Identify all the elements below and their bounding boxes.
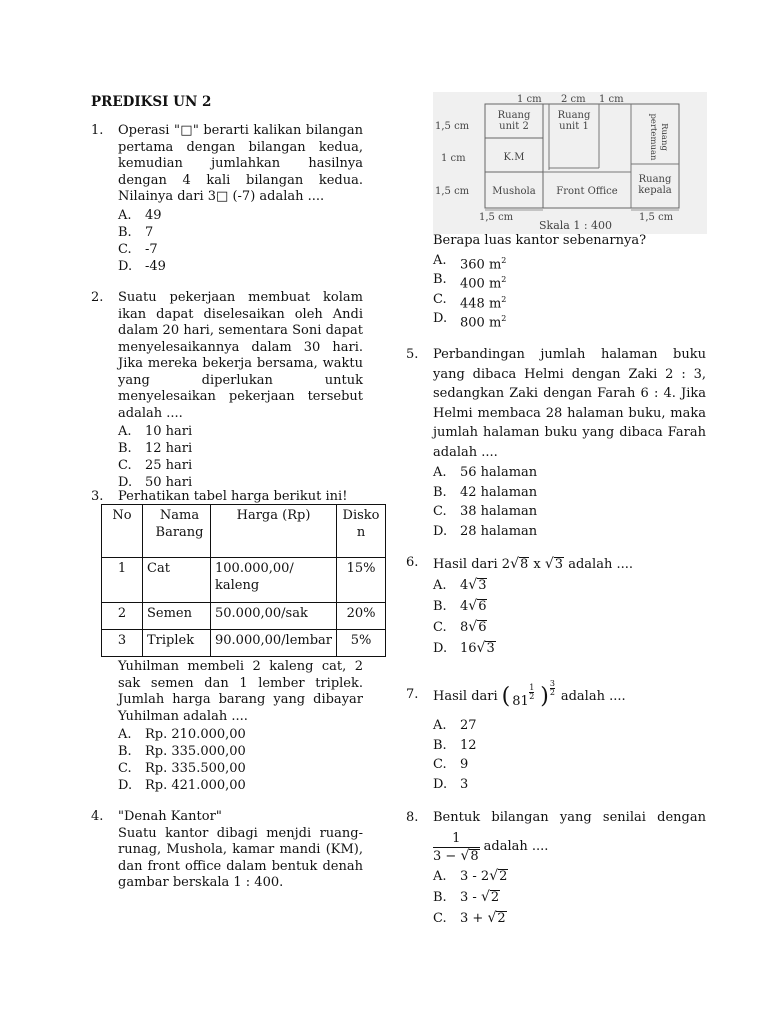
option-d[interactable]: D. 3 [433, 776, 469, 792]
header-nama: Nama Barang [143, 505, 211, 558]
option-a[interactable]: A. 4√3 [433, 577, 487, 593]
table-header-row [102, 505, 386, 558]
room-mushola: Mushola [492, 186, 536, 197]
option-c[interactable]: C. 448 $m^2$ [433, 291, 507, 311]
options [433, 463, 706, 541]
option-c[interactable]: C. Rp. 335.500,00 [118, 761, 246, 776]
option-b[interactable]: B. 4√6 [433, 598, 487, 614]
room-front-office: Front Office [556, 186, 618, 197]
room-unit-1: Ruang unit 1 [557, 110, 591, 132]
option-d[interactable]: D. 50 hari [118, 475, 193, 490]
option-a[interactable]: A. 360 $m^2$ [433, 252, 507, 272]
question-text: Hasil dari ( 81 1 2 ) 3 2 adalah .... [433, 679, 626, 709]
header-no: No [102, 505, 143, 558]
option-c[interactable]: C. 9 [433, 757, 469, 772]
room-kepala: Ruang kepala [638, 174, 672, 196]
option-d[interactable]: D. 800 $m^2$ [433, 311, 507, 331]
question-text: Suatu pekerjaan membuat kolam ikan dapat diselesaikan oleh Andi dalam 20 hari, sementara Soni dapat menyelesaikannya dalam 30 hari. Jika mereka bekerja bersama, waktu yang diperlukan untuk menyelesaikan pekerjaan tersebut adalah .... [118, 290, 363, 421]
question-number: 6. [406, 555, 419, 570]
option-a[interactable]: A. Rp. 210.000,00 [118, 727, 246, 742]
table-row: 2 Semen 50.000,00/sak 20% [102, 603, 386, 630]
options [433, 866, 706, 929]
question-number: 2. [91, 290, 104, 305]
options [118, 726, 363, 794]
option-d[interactable]: D. 16√3 [433, 640, 495, 656]
question-text: Operasi "□" berarti kalikan bilangan pertama dengan bilangan kedua, kemudian jumlahkan hasilnya dengan 4 kali bilangan kedua. Nilainya dari 3□ (-7) adalah .... [118, 123, 363, 204]
option-b[interactable]: B. Rp. 335.000,00 [118, 744, 246, 759]
option-a[interactable]: A. 49 [118, 207, 162, 223]
dim-left-1: 1,5 cm [435, 121, 470, 132]
dim-top-1: 1 cm [517, 94, 542, 105]
question-number: 7. [406, 687, 419, 702]
header-diskon: Disko n [337, 505, 386, 558]
options [433, 575, 706, 659]
question-number: 3. [91, 489, 104, 504]
question-number: 1. [91, 123, 104, 138]
page-title: PREDIKSI UN 2 [91, 94, 212, 110]
question-heading: "Denah Kantor" [118, 809, 222, 824]
room-pertemuan: Ruang pertemuan [648, 113, 669, 161]
option-b[interactable]: B. 3 - √2 [433, 888, 500, 905]
option-b[interactable]: B. 12 hari [118, 441, 193, 456]
question-number: 5. [406, 347, 419, 362]
option-a[interactable]: A. 10 hari [118, 424, 193, 439]
dim-top-3: 1 cm [599, 94, 624, 105]
price-table [101, 504, 386, 657]
question-text: Berapa luas kantor sebenarnya? [433, 233, 647, 248]
table-row: 3 Triplek 90.000,00/lembar 5% [102, 630, 386, 657]
dim-left-3: 1,5 cm [435, 186, 470, 197]
option-d[interactable]: D. -49 [118, 258, 166, 274]
option-c[interactable]: C. 3 + √2 [433, 909, 506, 926]
question-text: Perbandingan jumlah halaman buku yang dibaca Helmi dengan Zaki 2 : 3, sedangkan Zaki dengan Farah 6 : 4. Jika Helmi membaca 28 halaman buku, maka jumlah halaman buku yang dibaca Farah adalah .... [433, 347, 706, 460]
question-text: Hasil dari 2√8 x √3 adalah .... [433, 556, 633, 572]
dim-top-2: 2 cm [561, 94, 586, 105]
option-a[interactable]: A. 3 - 2√2 [433, 867, 508, 884]
options [118, 423, 363, 491]
room-km: K.M [503, 152, 525, 163]
room-unit-2: Ruang unit 2 [497, 110, 531, 132]
option-c[interactable]: C. 38 halaman [433, 504, 538, 519]
dim-bottom-1: 1,5 cm [479, 212, 514, 223]
question-4-continued [433, 233, 713, 329]
table-row: 1 Cat 100.000,00/ kaleng 15% [102, 558, 386, 603]
question-number: 8. [406, 810, 419, 825]
dim-bottom-2: 1,5 cm [639, 212, 674, 223]
plan-scale: Skala 1 : 400 [539, 219, 613, 232]
option-c[interactable]: C. 8√6 [433, 619, 487, 635]
question-text: Suatu kantor dibagi menjdi ruang-runag, Mushola, kamar mandi (KM), dan front office dalam bentuk denah gambar berskala 1 : 400. [118, 825, 363, 890]
options [118, 207, 363, 275]
option-d[interactable]: D. 28 halaman [433, 523, 538, 539]
option-c[interactable]: C. 25 hari [118, 458, 193, 473]
options [433, 251, 713, 329]
question-text: Yuhilman membeli 2 kaleng cat, 2 sak semen dan 1 lember triplek. Jumlah harga barang yang dibayar Yuhilman adalah .... [118, 659, 363, 724]
question-text: Bentuk bilangan yang senilai dengan [433, 810, 706, 825]
question-intro: Perhatikan tabel harga berikut ini! [118, 489, 348, 504]
option-c[interactable]: C. -7 [118, 241, 158, 257]
question-fraction: $\frac{1}{3 - √8}$ adalah .... [433, 830, 549, 864]
option-b[interactable]: B. 12 [433, 737, 477, 753]
options [433, 716, 706, 794]
option-a[interactable]: A. 56 halaman [433, 465, 538, 480]
option-b[interactable]: B. 7 [118, 224, 154, 240]
option-a[interactable]: A. 27 [433, 718, 477, 733]
option-b[interactable]: B. 42 halaman [433, 484, 538, 500]
question-number: 4. [91, 809, 104, 824]
option-b[interactable]: B. 400 $m^2$ [433, 272, 507, 292]
floor-plan [433, 92, 707, 234]
dim-left-2: 1 cm [441, 153, 466, 164]
option-d[interactable]: D. Rp. 421.000,00 [118, 778, 246, 793]
header-harga: Harga (Rp) [211, 505, 337, 558]
